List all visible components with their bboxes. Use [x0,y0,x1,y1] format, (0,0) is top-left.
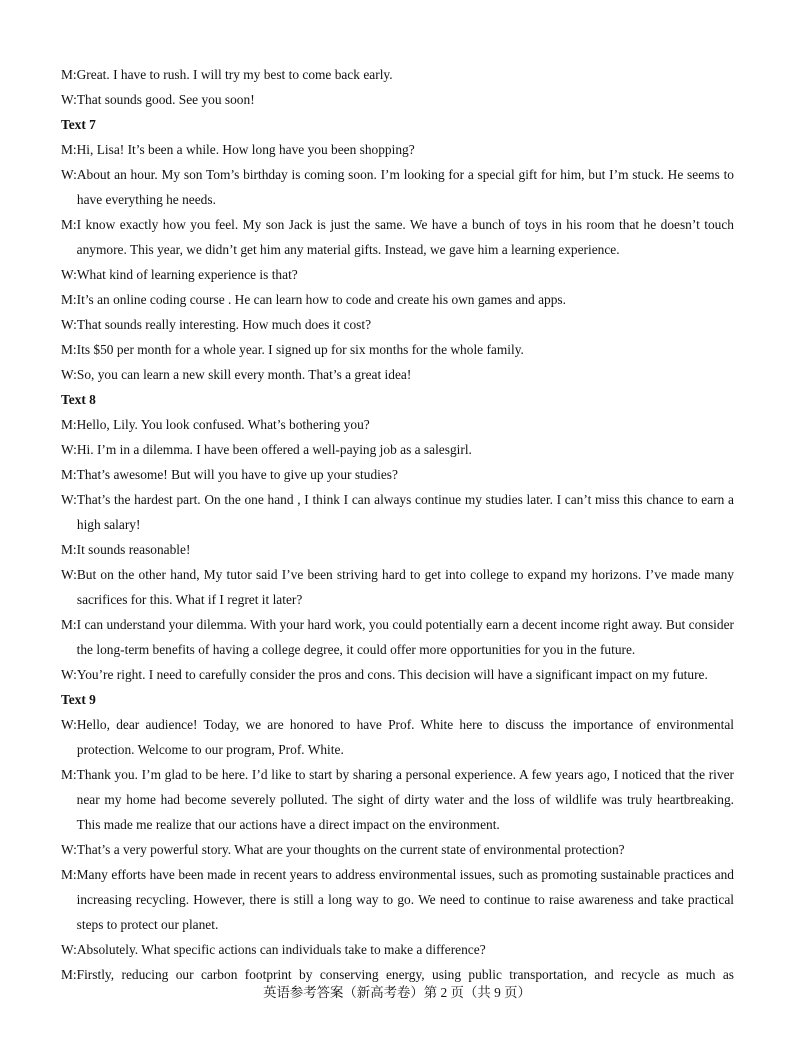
dialogue-text: I know exactly how you feel. My son Jack is just the same. We have a bunch of toys in his room that he doesn’t touch anymore. This year, we didn’t get him any material gifts. Instead, we gave him a learning experience. [76,217,734,257]
page-footer: 英语参考答案（新高考卷）第 2 页（共 9 页） [263,985,531,1000]
dialogue-line [61,837,734,862]
dialogue-text: So, you can learn a new skill every month. That’s a great idea! [76,367,412,382]
dialogue-line [61,662,734,687]
dialogue-line [61,312,734,337]
dialogue-text: That’s the hardest part. On the one hand , I think I can always continue my studies later. I can’t miss this chance to earn a high salary! [76,492,734,532]
dialogue-line [61,137,734,162]
section-heading: Text 9 [61,692,96,707]
speaker-label: W: [61,492,77,507]
dialogue-line [61,87,734,112]
speaker-label: W: [61,567,77,582]
dialogue-text: Thank you. I’m glad to be here. I’d like to start by sharing a personal experience. A few years ago, I noticed that the river near my home had become severely polluted. The sight of dirty water and the loss of wildlife was truly heartbreaking. This made me realize that our actions have a direct impact on the environment. [76,767,734,832]
speaker-label: M: [61,967,77,982]
dialogue-text: Hello, Lily. You look confused. What’s bothering you? [76,417,370,432]
dialogue-text: Great. I have to rush. I will try my best to come back early. [76,67,393,82]
speaker-label: M: [61,142,77,157]
dialogue-line [61,562,734,612]
speaker-label: W: [61,92,77,107]
dialogue-line [61,362,734,387]
section-heading: Text 8 [61,392,96,407]
speaker-label: M: [61,67,77,82]
dialogue-text: Hi, Lisa! It’s been a while. How long have you been shopping? [76,142,415,157]
speaker-label: M: [61,617,77,632]
speaker-label: W: [61,442,77,457]
speaker-label: W: [61,942,77,957]
speaker-label: W: [61,267,77,282]
dialogue-text: Its $50 per month for a whole year. I signed up for six months for the whole family. [76,342,524,357]
dialogue-text: Absolutely. What specific actions can individuals take to make a difference? [76,942,486,957]
dialogue-text: Firstly, reducing our carbon footprint by conserving energy, using public transportation, and recycle as much as [76,967,734,982]
speaker-label: M: [61,342,77,357]
dialogue-line [61,287,734,312]
speaker-label: M: [61,867,77,882]
dialogue-line [61,462,734,487]
speaker-label: W: [61,717,77,732]
dialogue-text: You’re right. I need to carefully consider the pros and cons. This decision will have a significant impact on my future. [76,667,708,682]
dialogue-line [61,612,734,662]
dialogue-text: What kind of learning experience is that? [76,267,298,282]
section-heading: Text 7 [61,117,96,132]
dialogue-line [61,62,734,87]
dialogue-line [61,212,734,262]
dialogue-line [61,487,734,537]
dialogue-line [61,712,734,762]
speaker-label: M: [61,542,77,557]
dialogue-text: I can understand your dilemma. With your hard work, you could potentially earn a decent income right away. But consider the long-term benefits of having a college degree, it could offer more opportunities for you in the future. [76,617,734,657]
dialogue-text: It’s an online coding course . He can learn how to code and create his own games and apps. [76,292,566,307]
speaker-label: W: [61,367,77,382]
dialogue-line [61,437,734,462]
dialogue-line [61,762,734,837]
dialogue-text: That’s awesome! But will you have to give up your studies? [76,467,398,482]
speaker-label: M: [61,292,77,307]
speaker-label: W: [61,842,77,857]
dialogue-line [61,162,734,212]
dialogue-line [61,337,734,362]
dialogue-line [61,262,734,287]
dialogue-line [61,862,734,937]
dialogue-text: It sounds reasonable! [76,542,191,557]
dialogue-text: That sounds really interesting. How much does it cost? [76,317,372,332]
dialogue-line [61,937,734,962]
dialogue-text: About an hour. My son Tom’s birthday is coming soon. I’m looking for a special gift for him, but I’m stuck. He seems to have everything he needs. [76,167,734,207]
dialogue-text: But on the other hand, My tutor said I’ve been striving hard to get into college to expand my horizons. I’ve made many sacrifices for this. What if I regret it later? [76,567,734,607]
speaker-label: M: [61,417,77,432]
dialogue-line [61,412,734,437]
speaker-label: M: [61,467,77,482]
transcript-body [61,62,734,987]
speaker-label: W: [61,667,77,682]
dialogue-line [61,537,734,562]
dialogue-text: Hello, dear audience! Today, we are honored to have Prof. White here to discuss the importance of environmental protection. Welcome to our program, Prof. White. [76,717,734,757]
dialogue-text: That sounds good. See you soon! [76,92,255,107]
dialogue-text: Many efforts have been made in recent years to address environmental issues, such as promoting sustainable practices and increasing recycling. However, there is still a long way to go. We need to continue to raise awareness and take practical steps to protect our planet. [76,867,734,932]
dialogue-text: Hi. I’m in a dilemma. I have been offered a well-paying job as a salesgirl. [76,442,472,457]
speaker-label: W: [61,167,77,182]
speaker-label: W: [61,317,77,332]
dialogue-text: That’s a very powerful story. What are your thoughts on the current state of environmental protection? [76,842,625,857]
speaker-label: M: [61,767,77,782]
speaker-label: M: [61,217,77,232]
